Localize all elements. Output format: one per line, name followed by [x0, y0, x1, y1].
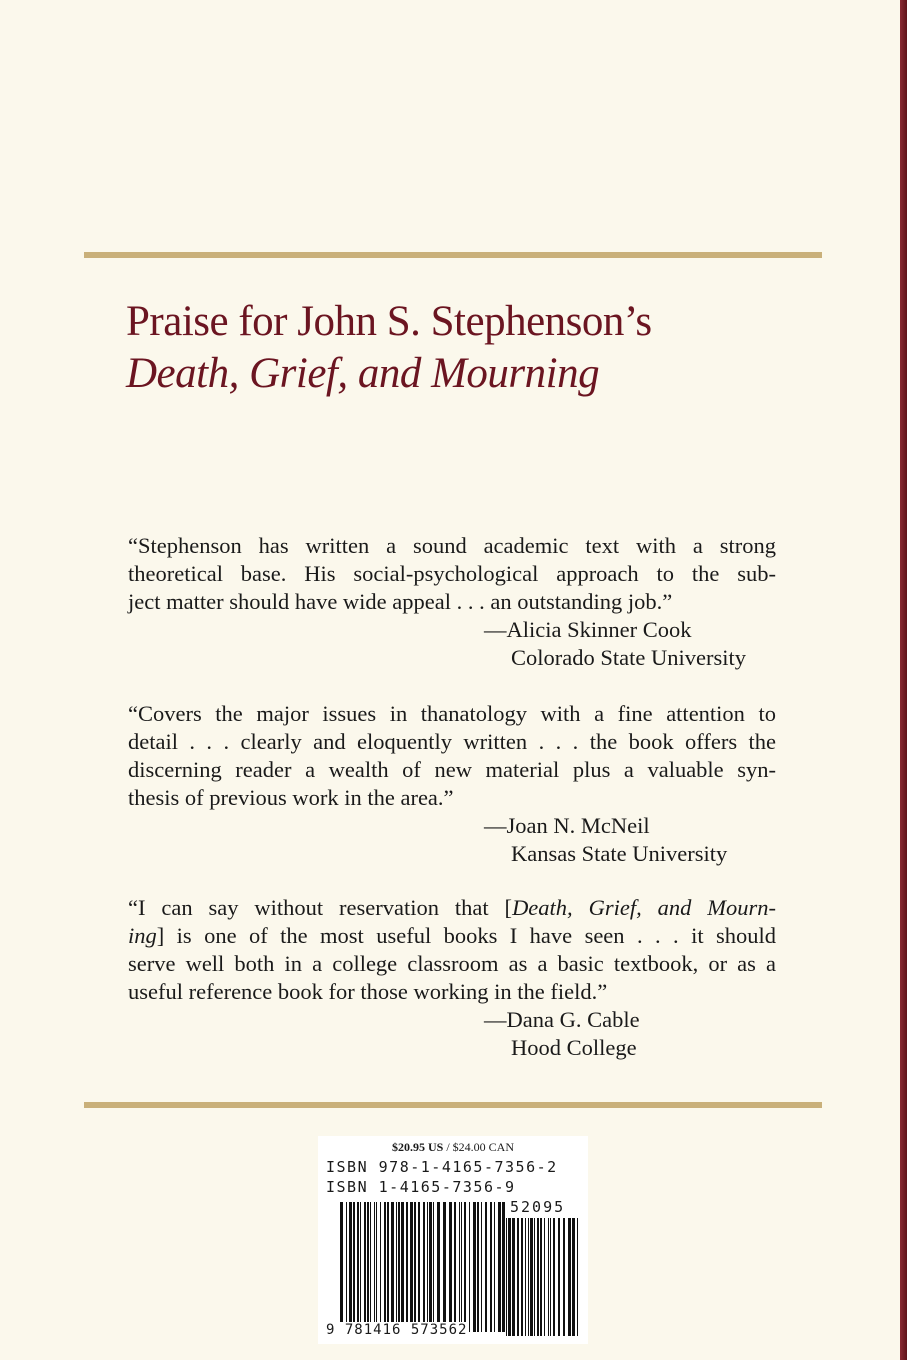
quote-institution: Colorado State University: [511, 645, 746, 670]
barcode-bar: [443, 1202, 446, 1332]
barcode-bar: [473, 1202, 476, 1332]
price-us: $20.95 US: [391, 1140, 444, 1154]
barcode-bar: [418, 1202, 420, 1332]
barcode-bar: [427, 1202, 428, 1332]
barcode-bar: [364, 1202, 366, 1332]
quote-author: —Dana G. Cable: [484, 1007, 640, 1032]
barcode-bar: [577, 1218, 578, 1336]
ean-barcode: [340, 1202, 506, 1332]
barcode-bar: [437, 1202, 440, 1332]
barcode-bar: [490, 1202, 492, 1332]
barcode-bar: [360, 1202, 361, 1332]
barcode-bar: [517, 1218, 519, 1336]
barcode-bar: [454, 1202, 456, 1332]
quote-author: —Joan N. McNeil: [484, 813, 650, 838]
quote-line: detail . . . clearly and eloquently written . . . the book offers the: [128, 729, 776, 754]
quote-book-title: ing: [128, 923, 157, 948]
barcode-bar: [521, 1218, 523, 1336]
barcode-bar: [433, 1202, 434, 1332]
barcode-bar: [481, 1202, 482, 1332]
barcode-bar: [502, 1202, 505, 1332]
barcode-bar: [558, 1218, 560, 1336]
barcode-bar: [353, 1202, 355, 1332]
quote-block: [128, 894, 776, 1062]
barcode-bar: [459, 1202, 460, 1332]
barcode-bar: [512, 1218, 515, 1336]
isbn-13: ISBN 978-1-4165-7356-2: [326, 1158, 558, 1176]
barcode-bar: [374, 1202, 375, 1332]
barcode-bar: [398, 1202, 400, 1332]
barcode-bar: [357, 1202, 359, 1332]
barcode-bar: [553, 1218, 555, 1336]
top-divider: [84, 252, 822, 258]
heading-book-title: Death, Grief, and Mourning: [126, 350, 600, 397]
barcode-bar: [387, 1202, 389, 1332]
barcode-bar: [340, 1202, 343, 1332]
price-addon-number: 52095: [510, 1198, 566, 1216]
price-separator: /: [443, 1140, 453, 1154]
barcode-bar: [376, 1202, 377, 1332]
quote-institution: Hood College: [511, 1035, 637, 1060]
barcode-bar: [550, 1218, 551, 1336]
barcode-bar: [528, 1218, 529, 1336]
quote-text: ] is one of the most useful books I have seen . . . it should: [156, 923, 776, 948]
barcode-bar: [384, 1202, 386, 1332]
quote-line: theoretical base. His social-psychological approach to the sub-: [128, 561, 776, 586]
quote-block: [128, 700, 776, 868]
barcode-bar: [544, 1218, 545, 1336]
barcode-bar: [414, 1202, 416, 1332]
barcode-bar: [485, 1202, 487, 1332]
heading-line-1: Praise for John S. Stephenson’s: [126, 298, 652, 345]
barcode-bar: [423, 1202, 425, 1332]
barcode-bar: [525, 1218, 526, 1336]
barcode-bar: [498, 1202, 501, 1332]
spine-edge: [900, 0, 907, 1360]
barcode-bar: [494, 1202, 495, 1332]
barcode-bar: [429, 1202, 432, 1332]
barcode-bar: [548, 1218, 549, 1336]
price-can: $24.00 CAN: [452, 1140, 515, 1154]
quote-institution: Kansas State University: [511, 841, 728, 866]
quote-line: “Covers the major issues in thanatology with a fine attention to: [128, 701, 776, 726]
barcode-bar: [391, 1202, 394, 1332]
barcode-bar: [477, 1202, 479, 1332]
quote-line: ject matter should have wide appeal . . . an outstanding job.”: [128, 589, 673, 614]
quote-line: “Stephenson has written a sound academic text with a strong: [128, 533, 776, 558]
praise-heading: [126, 296, 826, 400]
quote-book-title: Death, Grief, and Mourn-: [512, 895, 776, 920]
barcode-bar: [537, 1218, 539, 1336]
quote-line: thesis of previous work in the area.”: [128, 785, 454, 810]
barcode-bar: [572, 1218, 575, 1336]
barcode-bar: [530, 1218, 533, 1336]
barcode-bar: [464, 1202, 466, 1332]
barcode-bar: [401, 1202, 404, 1332]
barcode-panel: [318, 1136, 588, 1344]
quote-line: discerning reader a wealth of new material plus a valuable syn-: [128, 757, 776, 782]
barcode-bar: [367, 1202, 369, 1332]
barcode-bar: [349, 1202, 352, 1332]
quote-line: [128, 922, 776, 950]
barcode-bar: [540, 1218, 542, 1336]
barcode-bar: [461, 1202, 462, 1332]
barcode-bar: [396, 1202, 397, 1332]
quote-text: “I can say without reservation that [: [128, 895, 513, 920]
bottom-divider: [84, 1102, 822, 1108]
addon-barcode: [506, 1218, 582, 1336]
barcode-bar: [406, 1202, 408, 1332]
barcode-bar: [346, 1202, 347, 1332]
isbn-10: ISBN 1-4165-7356-9: [326, 1178, 516, 1196]
barcode-bar: [534, 1218, 535, 1336]
barcode-bar: [506, 1218, 507, 1336]
quote-block: [128, 532, 776, 672]
barcode-bar: [508, 1218, 511, 1336]
barcode-bar: [563, 1218, 565, 1336]
barcode-bar: [370, 1202, 371, 1332]
quote-line: [128, 894, 776, 922]
price-label: [318, 1140, 588, 1155]
quote-line: useful reference book for those working in the field.”: [128, 979, 608, 1004]
barcode-bar: [568, 1218, 571, 1336]
ean-number: 9 781416 573562: [326, 1322, 468, 1338]
barcode-bar: [469, 1202, 470, 1332]
barcode-bar: [380, 1202, 381, 1332]
quote-line: serve well both in a college classroom as a basic textbook, or as a: [128, 951, 776, 976]
barcode-bar: [410, 1202, 413, 1332]
quote-author: —Alicia Skinner Cook: [484, 617, 692, 642]
barcode-bar: [449, 1202, 452, 1332]
